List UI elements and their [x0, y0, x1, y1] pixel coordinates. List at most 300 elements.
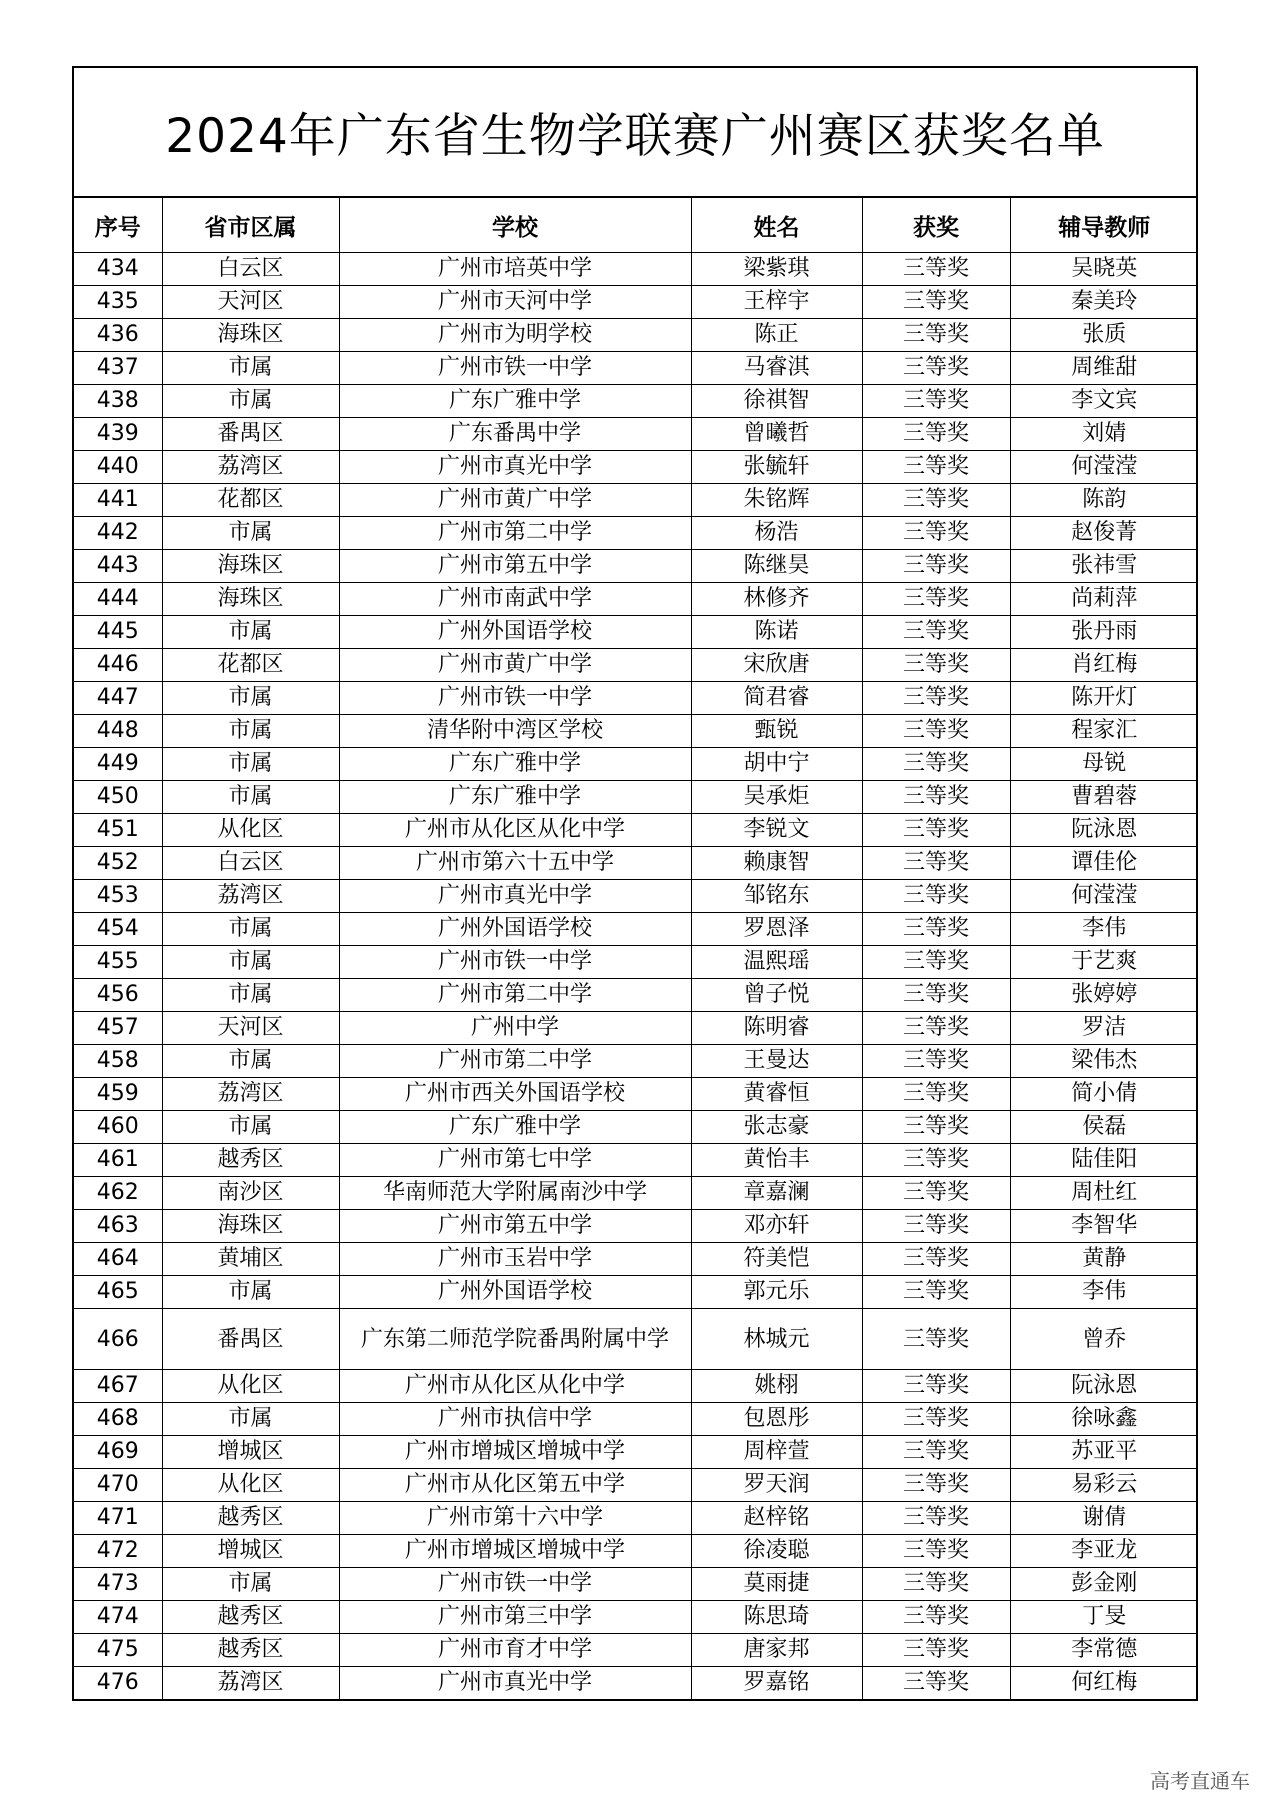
cell-index: 472 [74, 1535, 162, 1568]
cell-name: 黄睿恒 [691, 1078, 862, 1111]
cell-index: 449 [74, 748, 162, 781]
cell-index: 476 [74, 1667, 162, 1700]
cell-district: 海珠区 [162, 550, 339, 583]
cell-index: 440 [74, 451, 162, 484]
cell-teacher: 尚莉萍 [1010, 583, 1198, 616]
cell-name: 胡中宁 [691, 748, 862, 781]
cell-teacher: 陆佳阳 [1010, 1144, 1198, 1177]
table-row [74, 1210, 1198, 1243]
header-teacher: 辅导教师 [1010, 198, 1198, 253]
cell-school: 广州市育才中学 [339, 1634, 691, 1667]
cell-district: 市属 [162, 616, 339, 649]
cell-award: 三等奖 [862, 1045, 1010, 1078]
cell-index: 434 [74, 253, 162, 286]
cell-district: 南沙区 [162, 1177, 339, 1210]
cell-teacher: 吴晓英 [1010, 253, 1198, 286]
table-row [74, 913, 1198, 946]
cell-district: 市属 [162, 715, 339, 748]
table-row [74, 1111, 1198, 1144]
table-row [74, 1045, 1198, 1078]
cell-school: 广东第二师范学院番禺附属中学 [339, 1309, 691, 1370]
cell-district: 荔湾区 [162, 1667, 339, 1700]
cell-school: 广州市增城区增城中学 [339, 1535, 691, 1568]
cell-award: 三等奖 [862, 1436, 1010, 1469]
cell-school: 广州市第五中学 [339, 1210, 691, 1243]
cell-teacher: 曾乔 [1010, 1309, 1198, 1370]
table-row [74, 946, 1198, 979]
cell-award: 三等奖 [862, 1243, 1010, 1276]
cell-teacher: 阮泳恩 [1010, 1370, 1198, 1403]
table-row [74, 814, 1198, 847]
cell-name: 陈继昊 [691, 550, 862, 583]
cell-district: 海珠区 [162, 319, 339, 352]
cell-district: 海珠区 [162, 1210, 339, 1243]
cell-index: 437 [74, 352, 162, 385]
page-title: 2024年广东省生物学联赛广州赛区获奖名单 [165, 108, 1105, 164]
cell-name: 罗恩泽 [691, 913, 862, 946]
cell-district: 从化区 [162, 1469, 339, 1502]
cell-teacher: 罗洁 [1010, 1012, 1198, 1045]
cell-index: 464 [74, 1243, 162, 1276]
table-row [74, 550, 1198, 583]
cell-name: 李锐文 [691, 814, 862, 847]
cell-school: 广东广雅中学 [339, 1111, 691, 1144]
table-row [74, 1012, 1198, 1045]
table-row [74, 1144, 1198, 1177]
cell-district: 黄埔区 [162, 1243, 339, 1276]
cell-district: 市属 [162, 352, 339, 385]
cell-district: 荔湾区 [162, 1078, 339, 1111]
cell-award: 三等奖 [862, 1469, 1010, 1502]
table-row [74, 847, 1198, 880]
cell-teacher: 何滢滢 [1010, 451, 1198, 484]
cell-school: 广州市第十六中学 [339, 1502, 691, 1535]
cell-teacher: 丁旻 [1010, 1601, 1198, 1634]
cell-school: 广州市第二中学 [339, 979, 691, 1012]
cell-name: 曾曦哲 [691, 418, 862, 451]
cell-school: 广州市培英中学 [339, 253, 691, 286]
cell-name: 简君睿 [691, 682, 862, 715]
cell-name: 温熙瑶 [691, 946, 862, 979]
cell-school: 广州市黄广中学 [339, 649, 691, 682]
cell-school: 广东番禺中学 [339, 418, 691, 451]
cell-teacher: 彭金刚 [1010, 1568, 1198, 1601]
cell-name: 郭元乐 [691, 1276, 862, 1309]
cell-teacher: 肖红梅 [1010, 649, 1198, 682]
table-row [74, 352, 1198, 385]
cell-name: 马睿淇 [691, 352, 862, 385]
table-row [74, 1601, 1198, 1634]
cell-district: 市属 [162, 1111, 339, 1144]
cell-award: 三等奖 [862, 682, 1010, 715]
cell-award: 三等奖 [862, 1078, 1010, 1111]
cell-award: 三等奖 [862, 1403, 1010, 1436]
cell-school: 广东广雅中学 [339, 781, 691, 814]
cell-school: 广州外国语学校 [339, 616, 691, 649]
watermark-text: 高考直通车 [1150, 1769, 1250, 1793]
cell-name: 陈诺 [691, 616, 862, 649]
cell-district: 花都区 [162, 649, 339, 682]
cell-name: 邹铭东 [691, 880, 862, 913]
cell-award: 三等奖 [862, 352, 1010, 385]
cell-index: 469 [74, 1436, 162, 1469]
cell-award: 三等奖 [862, 286, 1010, 319]
cell-award: 三等奖 [862, 253, 1010, 286]
table-row [74, 1568, 1198, 1601]
cell-award: 三等奖 [862, 517, 1010, 550]
cell-index: 467 [74, 1370, 162, 1403]
cell-school: 广州市第五中学 [339, 550, 691, 583]
cell-award: 三等奖 [862, 1535, 1010, 1568]
cell-district: 增城区 [162, 1535, 339, 1568]
cell-name: 姚栩 [691, 1370, 862, 1403]
cell-teacher: 张质 [1010, 319, 1198, 352]
cell-award: 三等奖 [862, 1601, 1010, 1634]
cell-school: 广州市第七中学 [339, 1144, 691, 1177]
cell-school: 广州市铁一中学 [339, 1568, 691, 1601]
cell-name: 徐祺智 [691, 385, 862, 418]
cell-teacher: 李伟 [1010, 913, 1198, 946]
cell-teacher: 周杜红 [1010, 1177, 1198, 1210]
cell-district: 市属 [162, 682, 339, 715]
cell-index: 442 [74, 517, 162, 550]
cell-teacher: 苏亚平 [1010, 1436, 1198, 1469]
cell-award: 三等奖 [862, 583, 1010, 616]
cell-name: 周梓萱 [691, 1436, 862, 1469]
cell-award: 三等奖 [862, 1012, 1010, 1045]
cell-teacher: 易彩云 [1010, 1469, 1198, 1502]
table-row [74, 880, 1198, 913]
cell-award: 三等奖 [862, 1177, 1010, 1210]
cell-district: 天河区 [162, 1012, 339, 1045]
cell-district: 越秀区 [162, 1601, 339, 1634]
cell-index: 455 [74, 946, 162, 979]
cell-award: 三等奖 [862, 1309, 1010, 1370]
cell-index: 443 [74, 550, 162, 583]
cell-name: 陈明睿 [691, 1012, 862, 1045]
cell-award: 三等奖 [862, 1111, 1010, 1144]
cell-name: 徐凌聪 [691, 1535, 862, 1568]
cell-district: 市属 [162, 1568, 339, 1601]
cell-district: 市属 [162, 781, 339, 814]
cell-school: 清华附中湾区学校 [339, 715, 691, 748]
cell-award: 三等奖 [862, 1502, 1010, 1535]
cell-award: 三等奖 [862, 814, 1010, 847]
cell-school: 广州外国语学校 [339, 913, 691, 946]
cell-teacher: 陈开灯 [1010, 682, 1198, 715]
cell-index: 457 [74, 1012, 162, 1045]
cell-name: 赖康智 [691, 847, 862, 880]
table-row [74, 1177, 1198, 1210]
cell-award: 三等奖 [862, 847, 1010, 880]
cell-index: 462 [74, 1177, 162, 1210]
cell-index: 444 [74, 583, 162, 616]
cell-district: 花都区 [162, 484, 339, 517]
table-row [74, 1403, 1198, 1436]
cell-award: 三等奖 [862, 649, 1010, 682]
cell-index: 459 [74, 1078, 162, 1111]
cell-award: 三等奖 [862, 418, 1010, 451]
cell-name: 甄锐 [691, 715, 862, 748]
cell-name: 罗天润 [691, 1469, 862, 1502]
cell-teacher: 梁伟杰 [1010, 1045, 1198, 1078]
cell-school: 广东广雅中学 [339, 385, 691, 418]
cell-district: 市属 [162, 1276, 339, 1309]
cell-award: 三等奖 [862, 1144, 1010, 1177]
table-row [74, 286, 1198, 319]
cell-teacher: 赵俊菁 [1010, 517, 1198, 550]
cell-school: 广州市真光中学 [339, 451, 691, 484]
cell-award: 三等奖 [862, 1568, 1010, 1601]
cell-district: 市属 [162, 1403, 339, 1436]
cell-award: 三等奖 [862, 946, 1010, 979]
cell-school: 广州市南武中学 [339, 583, 691, 616]
header-school: 学校 [339, 198, 691, 253]
cell-teacher: 徐咏鑫 [1010, 1403, 1198, 1436]
cell-school: 广州市执信中学 [339, 1403, 691, 1436]
cell-name: 朱铭辉 [691, 484, 862, 517]
cell-teacher: 张婷婷 [1010, 979, 1198, 1012]
cell-name: 王曼达 [691, 1045, 862, 1078]
table-row [74, 253, 1198, 286]
cell-school: 广州外国语学校 [339, 1276, 691, 1309]
cell-index: 453 [74, 880, 162, 913]
cell-school: 广东广雅中学 [339, 748, 691, 781]
table-row [74, 649, 1198, 682]
cell-index: 447 [74, 682, 162, 715]
cell-school: 广州市增城区增城中学 [339, 1436, 691, 1469]
cell-index: 435 [74, 286, 162, 319]
header-award: 获奖 [862, 198, 1010, 253]
title-box [74, 68, 1196, 198]
cell-district: 市属 [162, 1045, 339, 1078]
cell-index: 446 [74, 649, 162, 682]
cell-name: 张志豪 [691, 1111, 862, 1144]
cell-district: 市属 [162, 946, 339, 979]
table-row [74, 616, 1198, 649]
table-row [74, 451, 1198, 484]
cell-teacher: 周维甜 [1010, 352, 1198, 385]
header-row [74, 198, 1198, 253]
cell-teacher: 曹碧蓉 [1010, 781, 1198, 814]
cell-district: 增城区 [162, 1436, 339, 1469]
table-row [74, 1535, 1198, 1568]
cell-district: 越秀区 [162, 1144, 339, 1177]
cell-teacher: 秦美玲 [1010, 286, 1198, 319]
cell-school: 广州市第六十五中学 [339, 847, 691, 880]
cell-teacher: 阮泳恩 [1010, 814, 1198, 847]
table-row [74, 1309, 1198, 1370]
cell-teacher: 何滢滢 [1010, 880, 1198, 913]
cell-school: 广州中学 [339, 1012, 691, 1045]
cell-school: 广州市为明学校 [339, 319, 691, 352]
cell-index: 468 [74, 1403, 162, 1436]
cell-name: 符美恺 [691, 1243, 862, 1276]
cell-index: 470 [74, 1469, 162, 1502]
cell-index: 471 [74, 1502, 162, 1535]
table-row [74, 715, 1198, 748]
table-row [74, 418, 1198, 451]
cell-district: 市属 [162, 913, 339, 946]
cell-name: 林修齐 [691, 583, 862, 616]
cell-award: 三等奖 [862, 319, 1010, 352]
cell-index: 448 [74, 715, 162, 748]
cell-district: 市属 [162, 385, 339, 418]
cell-district: 白云区 [162, 253, 339, 286]
cell-district: 荔湾区 [162, 880, 339, 913]
cell-district: 从化区 [162, 814, 339, 847]
table-row [74, 1276, 1198, 1309]
header-district: 省市区属 [162, 198, 339, 253]
cell-teacher: 刘婧 [1010, 418, 1198, 451]
cell-name: 罗嘉铭 [691, 1667, 862, 1700]
cell-teacher: 谭佳伦 [1010, 847, 1198, 880]
cell-school: 广州市从化区从化中学 [339, 814, 691, 847]
cell-name: 张毓轩 [691, 451, 862, 484]
cell-teacher: 李常德 [1010, 1634, 1198, 1667]
cell-name: 曾子悦 [691, 979, 862, 1012]
table-row [74, 385, 1198, 418]
cell-school: 广州市黄广中学 [339, 484, 691, 517]
cell-teacher: 谢倩 [1010, 1502, 1198, 1535]
cell-school: 广州市真光中学 [339, 880, 691, 913]
cell-school: 广州市铁一中学 [339, 946, 691, 979]
cell-index: 456 [74, 979, 162, 1012]
cell-award: 三等奖 [862, 880, 1010, 913]
table-row [74, 1502, 1198, 1535]
table-row [74, 1634, 1198, 1667]
cell-award: 三等奖 [862, 616, 1010, 649]
cell-teacher: 李智华 [1010, 1210, 1198, 1243]
cell-index: 465 [74, 1276, 162, 1309]
cell-district: 从化区 [162, 1370, 339, 1403]
cell-index: 475 [74, 1634, 162, 1667]
cell-district: 越秀区 [162, 1502, 339, 1535]
award-table [74, 198, 1198, 1699]
cell-school: 广州市从化区从化中学 [339, 1370, 691, 1403]
table-row [74, 583, 1198, 616]
cell-name: 梁紫琪 [691, 253, 862, 286]
cell-name: 林城元 [691, 1309, 862, 1370]
cell-school: 广州市天河中学 [339, 286, 691, 319]
cell-district: 市属 [162, 517, 339, 550]
cell-award: 三等奖 [862, 1210, 1010, 1243]
cell-name: 杨浩 [691, 517, 862, 550]
cell-name: 章嘉澜 [691, 1177, 862, 1210]
table-row [74, 979, 1198, 1012]
cell-teacher: 于艺爽 [1010, 946, 1198, 979]
cell-index: 461 [74, 1144, 162, 1177]
table-row [74, 1243, 1198, 1276]
cell-name: 王梓宇 [691, 286, 862, 319]
cell-teacher: 李伟 [1010, 1276, 1198, 1309]
table-row [74, 1667, 1198, 1700]
header-name: 姓名 [691, 198, 862, 253]
cell-name: 黄怡丰 [691, 1144, 862, 1177]
cell-teacher: 张祎雪 [1010, 550, 1198, 583]
cell-index: 474 [74, 1601, 162, 1634]
cell-index: 460 [74, 1111, 162, 1144]
table-row [74, 1436, 1198, 1469]
cell-school: 广州市铁一中学 [339, 352, 691, 385]
cell-school: 广州市西关外国语学校 [339, 1078, 691, 1111]
cell-index: 451 [74, 814, 162, 847]
table-row [74, 484, 1198, 517]
cell-award: 三等奖 [862, 385, 1010, 418]
cell-award: 三等奖 [862, 1667, 1010, 1700]
cell-teacher: 陈韵 [1010, 484, 1198, 517]
cell-index: 436 [74, 319, 162, 352]
cell-school: 广州市真光中学 [339, 1667, 691, 1700]
table-row [74, 319, 1198, 352]
cell-teacher: 程家汇 [1010, 715, 1198, 748]
cell-index: 445 [74, 616, 162, 649]
cell-name: 赵梓铭 [691, 1502, 862, 1535]
cell-school: 广州市玉岩中学 [339, 1243, 691, 1276]
cell-district: 番禺区 [162, 1309, 339, 1370]
cell-award: 三等奖 [862, 550, 1010, 583]
cell-index: 450 [74, 781, 162, 814]
cell-name: 宋欣唐 [691, 649, 862, 682]
cell-award: 三等奖 [862, 484, 1010, 517]
cell-name: 陈正 [691, 319, 862, 352]
cell-index: 441 [74, 484, 162, 517]
cell-district: 天河区 [162, 286, 339, 319]
cell-school: 广州市铁一中学 [339, 682, 691, 715]
cell-teacher: 侯磊 [1010, 1111, 1198, 1144]
table-row [74, 1370, 1198, 1403]
table-row [74, 682, 1198, 715]
table-row [74, 1078, 1198, 1111]
cell-award: 三等奖 [862, 1634, 1010, 1667]
cell-award: 三等奖 [862, 451, 1010, 484]
cell-award: 三等奖 [862, 979, 1010, 1012]
cell-index: 458 [74, 1045, 162, 1078]
cell-district: 番禺区 [162, 418, 339, 451]
cell-award: 三等奖 [862, 1276, 1010, 1309]
cell-district: 越秀区 [162, 1634, 339, 1667]
cell-award: 三等奖 [862, 715, 1010, 748]
cell-award: 三等奖 [862, 1370, 1010, 1403]
cell-school: 华南师范大学附属南沙中学 [339, 1177, 691, 1210]
cell-teacher: 简小倩 [1010, 1078, 1198, 1111]
header-index: 序号 [74, 198, 162, 253]
cell-school: 广州市第三中学 [339, 1601, 691, 1634]
cell-index: 473 [74, 1568, 162, 1601]
cell-index: 438 [74, 385, 162, 418]
cell-index: 466 [74, 1309, 162, 1370]
cell-award: 三等奖 [862, 913, 1010, 946]
cell-award: 三等奖 [862, 748, 1010, 781]
cell-teacher: 黄静 [1010, 1243, 1198, 1276]
cell-district: 荔湾区 [162, 451, 339, 484]
cell-index: 463 [74, 1210, 162, 1243]
cell-name: 邓亦轩 [691, 1210, 862, 1243]
cell-name: 唐家邦 [691, 1634, 862, 1667]
cell-index: 454 [74, 913, 162, 946]
cell-name: 莫雨捷 [691, 1568, 862, 1601]
cell-school: 广州市第二中学 [339, 1045, 691, 1078]
table-row [74, 517, 1198, 550]
cell-teacher: 张丹雨 [1010, 616, 1198, 649]
cell-teacher: 何红梅 [1010, 1667, 1198, 1700]
cell-award: 三等奖 [862, 781, 1010, 814]
table-row [74, 1469, 1198, 1502]
cell-teacher: 李亚龙 [1010, 1535, 1198, 1568]
cell-school: 广州市第二中学 [339, 517, 691, 550]
award-list-sheet [72, 66, 1198, 1701]
cell-index: 439 [74, 418, 162, 451]
